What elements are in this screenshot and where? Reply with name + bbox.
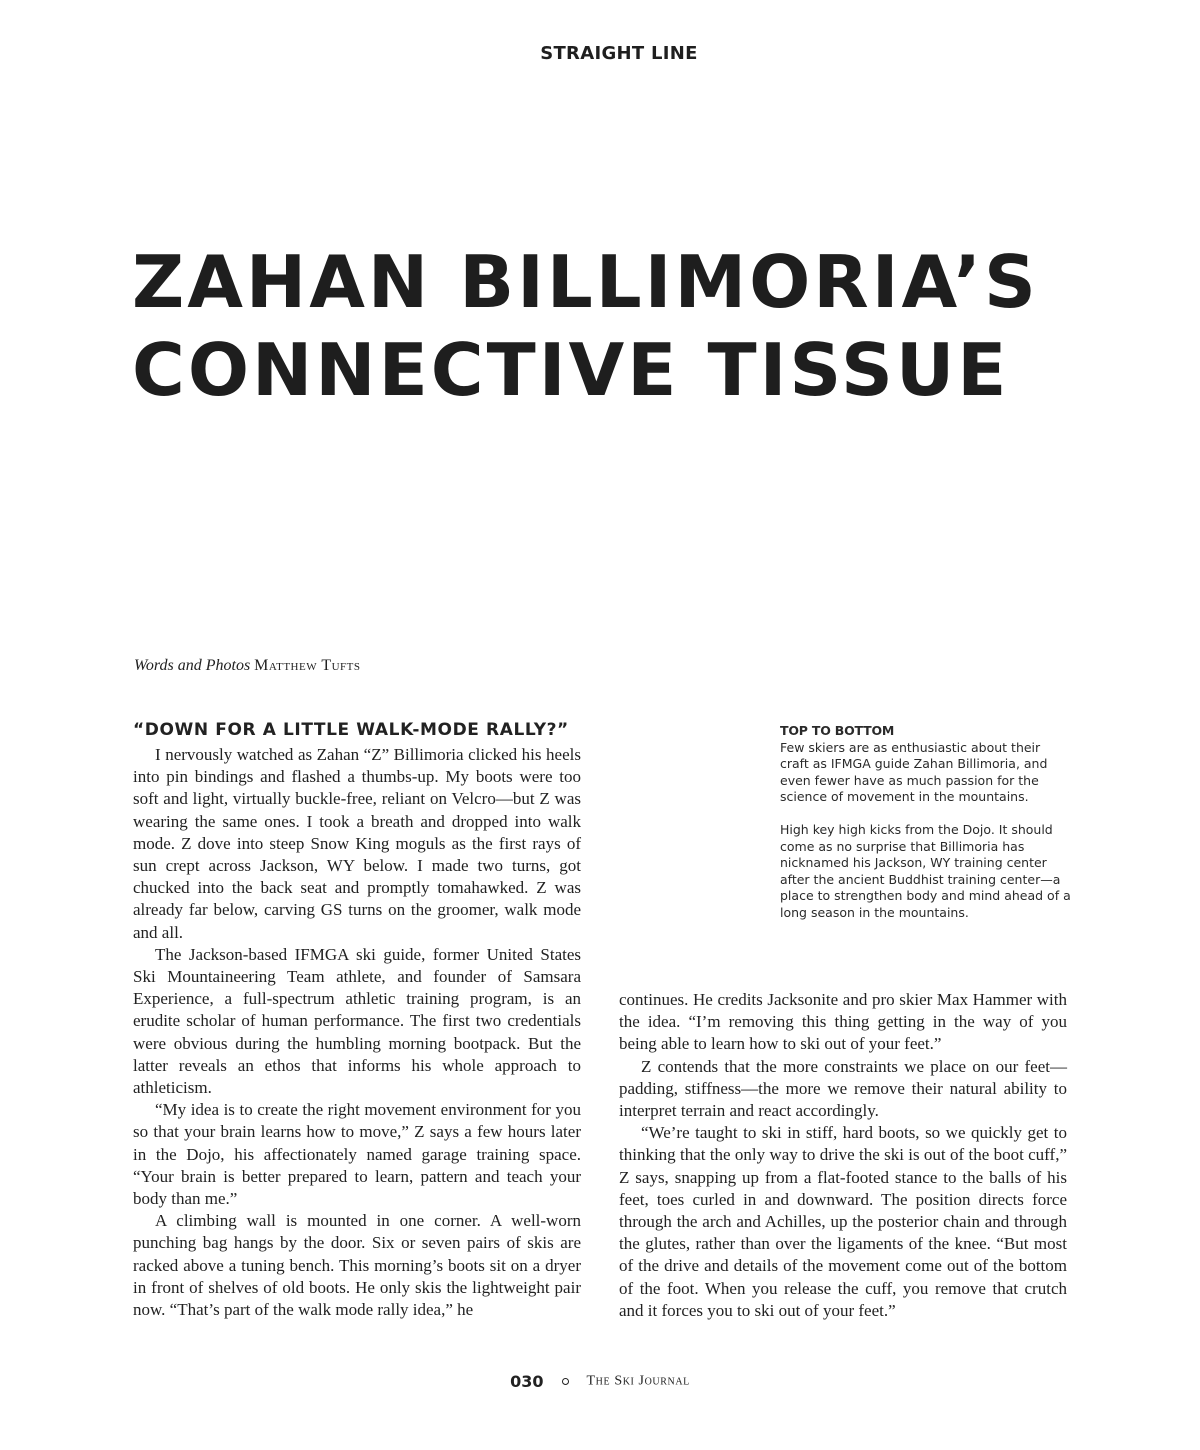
body-paragraph: The Jackson-based IFMGA ski guide, former United States Ski Mountaineering Team athlete, and founder of Samsara Experience, a full-spectrum athletic training program, is an erudite scholar of human performance. The first two credentials were obvious during the humbling morning bootpack. But the latter reveals an ethos that informs his whole approach to athleticism. <box>133 944 581 1098</box>
article-title <box>132 238 1039 414</box>
caption-paragraph: Few skiers are as enthusiastic about their craft as IFMGA guide Zahan Billimoria, and even fewer have as much passion for the science of movement in the mountains. <box>780 739 1048 805</box>
byline-author: Matthew Tufts <box>254 657 361 674</box>
body-paragraph: A climbing wall is mounted in one corner. A well-worn punching bag hangs by the door. Six or seven pairs of skis are racked above a tuning bench. This morning’s boots sit on a dryer in front of shelves of old boots. He only skis the lightweight pair now. “That’s part of the walk mode rally idea,” he <box>133 1211 581 1320</box>
page-footer <box>0 1371 1200 1391</box>
body-paragraph: “My idea is to create the right movement environment for you so that your brain learns how to move,” Z says a few hours later in the Dojo, his affectionately named garage training space. “Your brain is better prepared to learn, pattern and teach your body than me.” <box>133 1100 581 1209</box>
article-title-line-1: ZAHAN BILLIMORIA’S <box>132 240 1039 324</box>
publication-name: The Ski Journal <box>586 1373 690 1389</box>
caption-paragraph: High key high kicks from the Dojo. It should come as no surprise that Billimoria has nicknamed his Jackson, WY training center after the ancient Buddhist training center—a place to strengthen body and mind ahead of a long season in the mountains. <box>780 821 1071 920</box>
body-column-left <box>133 744 581 1321</box>
section-header: STRAIGHT LINE <box>540 43 698 64</box>
byline-role: Words and Photos <box>134 657 251 674</box>
section-subhead: “DOWN FOR A LITTLE WALK-MODE RALLY?” <box>133 720 569 740</box>
body-column-right <box>619 989 1067 1322</box>
byline <box>134 657 361 675</box>
body-paragraph: continues. He credits Jacksonite and pro skier Max Hammer with the idea. “I’m removing this thing getting in the way of you being able to learn how to ski out of your feet.” <box>619 990 1067 1054</box>
circle-dot-icon <box>562 1378 569 1385</box>
caption-title: TOP TO BOTTOM <box>780 723 895 738</box>
photo-caption <box>780 723 1072 922</box>
article-title-line-2: CONNECTIVE TISSUE <box>132 328 1010 412</box>
page-number: 030 <box>510 1372 544 1391</box>
body-paragraph: Z contends that the more constraints we place on our feet—padding, stiffness—the more we remove their natural ability to interpret terrain and react accordingly. <box>619 1056 1067 1121</box>
body-paragraph: I nervously watched as Zahan “Z” Billimoria clicked his heels into pin bindings and flashed a thumbs-up. My boots were too soft and light, virtually buckle-free, reliant on Velcro—but Z was wearing the same ones. I took a breath and dropped into walk mode. Z dove into steep Snow King moguls as the first rays of sun crept across Jackson, WY below. I made two turns, got chucked into the back seat and promptly tomahawked. Z was already far below, carving GS turns on the groomer, walk mode and all. <box>133 745 581 942</box>
body-paragraph: “We’re taught to ski in stiff, hard boots, so we quickly get to thinking that the only way to drive the ski is out of the boot cuff,” Z says, snapping up from a flat-footed stance to the balls of his feet, toes curled in and downward. The position directs force through the arch and Achilles, up the posterior chain and through the glutes, rather than over the ligaments of the knee. “But most of the drive and details of the movement come out of the bottom of the foot. When you release the cuff, you remove that crutch and it forces you to ski out of your feet.” <box>619 1123 1067 1320</box>
